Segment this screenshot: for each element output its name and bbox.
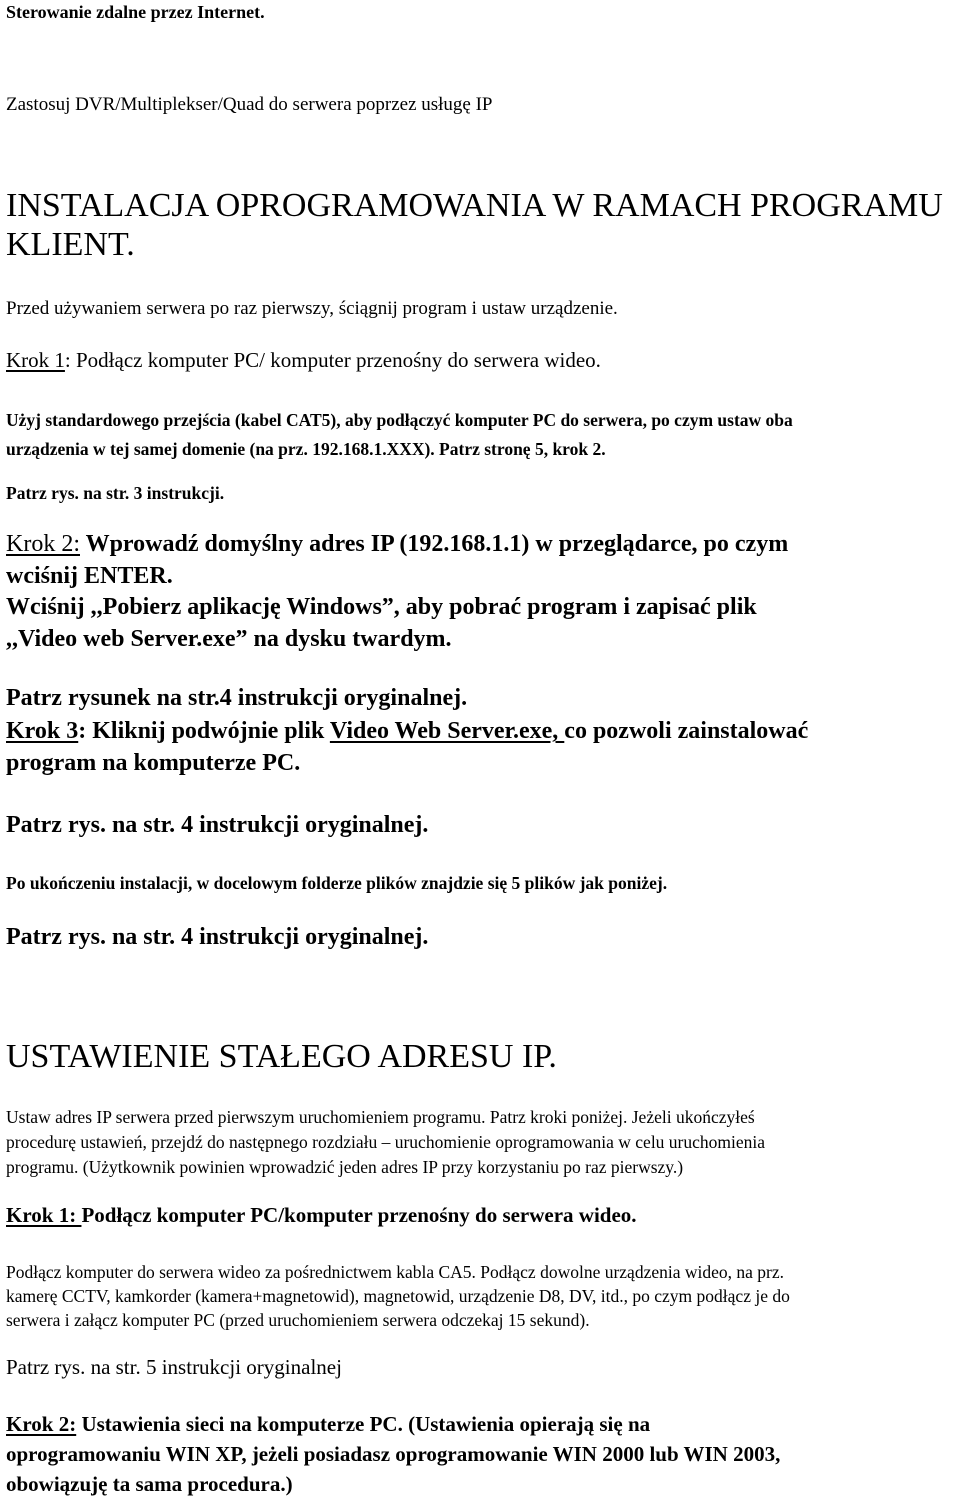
- step2-reference: Patrz rysunek na str.4 instrukcji oryginalnej.: [6, 685, 468, 711]
- step3-line2: program na komputerze PC.: [6, 750, 301, 776]
- section-heading-installation-cont: KLIENT.: [6, 226, 135, 263]
- step3-reference: Patrz rys. na str. 4 instrukcji oryginalnej.: [6, 812, 429, 838]
- after-install-text: Po ukończeniu instalacji, w docelowym folderze plików znajdzie się 5 plików jak poniżej.: [6, 873, 668, 893]
- step3-label: Krok 3: [6, 718, 79, 744]
- step1-title: : Podłącz komputer PC/ komputer przenośny do serwera wideo.: [64, 348, 601, 372]
- s2-step2-label: Krok 2:: [6, 1412, 77, 1436]
- step3-rest: co pozwoli zainstalować: [564, 718, 809, 744]
- step3-colon: : Kliknij podwójnie plik: [78, 718, 330, 744]
- step3-line1: [6, 718, 808, 746]
- step2-line1: [6, 531, 788, 559]
- installation-intro: Przed używaniem serwera po raz pierwszy, ściągnij program i ustaw urządzenie.: [6, 298, 618, 319]
- step1-label: Krok 1: [6, 348, 65, 372]
- step2-line4: ,,Video web Server.exe” na dysku twardym.: [6, 626, 452, 652]
- step2-line2: wciśnij ENTER.: [6, 563, 173, 589]
- s2-step2-title: Ustawienia sieci na komputerze PC. (Ustawienia opierają się na: [76, 1412, 651, 1436]
- static-ip-intro-line3: programu. (Użytkownik powinien wprowadzić jeden adres IP przy korzystaniu po raz pierwszy.): [6, 1157, 684, 1177]
- s2-step1-body-line3: serwera i załącz komputer PC (przed uruchomieniem serwera odczekaj 15 sekund).: [6, 1310, 590, 1330]
- static-ip-intro-line2: procedurę ustawień, przejdź do następnego rozdziału – uruchomienie oprogramowania w celu uruchomienia: [6, 1132, 766, 1152]
- s2-step1-reference: Patrz rys. na str. 5 instrukcji oryginalnej: [6, 1355, 342, 1379]
- s2-step1-title: Podłącz komputer PC/komputer przenośny do serwera wideo.: [81, 1203, 637, 1227]
- step2-text: Wprowadź domyślny adres IP (192.168.1.1) w przeglądarce, po czym: [80, 531, 789, 557]
- step2-line3: Wciśnij ,,Pobierz aplikację Windows”, aby pobrać program i zapisać plik: [6, 594, 757, 620]
- s2-step2-line2: oprogramowaniu WIN XP, jeżeli posiadasz oprogramowanie WIN 2000 lub WIN 2003,: [6, 1442, 781, 1466]
- step1-body-line1: Użyj standardowego przejścia (kabel CAT5), aby podłączyć komputer PC do serwera, po czym ustaw oba: [6, 410, 793, 430]
- s2-step2-line3: obowiązuję ta sama procedura.): [6, 1472, 293, 1496]
- step1-reference: Patrz rys. na str. 3 instrukcji.: [6, 483, 225, 503]
- static-ip-intro-line1: Ustaw adres IP serwera przed pierwszym uruchomieniem programu. Patrz kroki poniżej. Jeżeli ukończyłeś: [6, 1107, 755, 1127]
- s2-step1-heading: [6, 1203, 637, 1227]
- s2-step1-body-line2: kamerę CCTV, kamkorder (kamera+magnetowid), magnetowid, urządzenie D8, DV, itd., po czym podłącz je do: [6, 1286, 790, 1306]
- step2-label: Krok 2:: [6, 531, 80, 557]
- s2-step2-line1: [6, 1412, 650, 1436]
- s2-step1-label: Krok 1:: [6, 1203, 82, 1227]
- document-title: Sterowanie zdalne przez Internet.: [6, 2, 265, 22]
- s2-step1-body-line1: Podłącz komputer do serwera wideo za pośrednictwem kabla CA5. Podłącz dowolne urządzenia wideo, na prz.: [6, 1262, 784, 1282]
- section-heading-installation: INSTALACJA OPROGRAMOWANIA W RAMACH PROGRAMU: [6, 187, 943, 224]
- step1-heading: [6, 348, 601, 372]
- section-heading-static-ip: USTAWIENIE STAŁEGO ADRESU IP.: [6, 1038, 557, 1075]
- subtitle: Zastosuj DVR/Multiplekser/Quad do serwera poprzez usługę IP: [6, 94, 493, 115]
- step3-file-link: Video Web Server.exe,: [329, 718, 565, 744]
- after-install-reference: Patrz rys. na str. 4 instrukcji oryginalnej.: [6, 924, 429, 950]
- step1-body-line2: urządzenia w tej samej domenie (na prz. 192.168.1.XXX). Patrz stronę 5, krok 2.: [6, 439, 606, 459]
